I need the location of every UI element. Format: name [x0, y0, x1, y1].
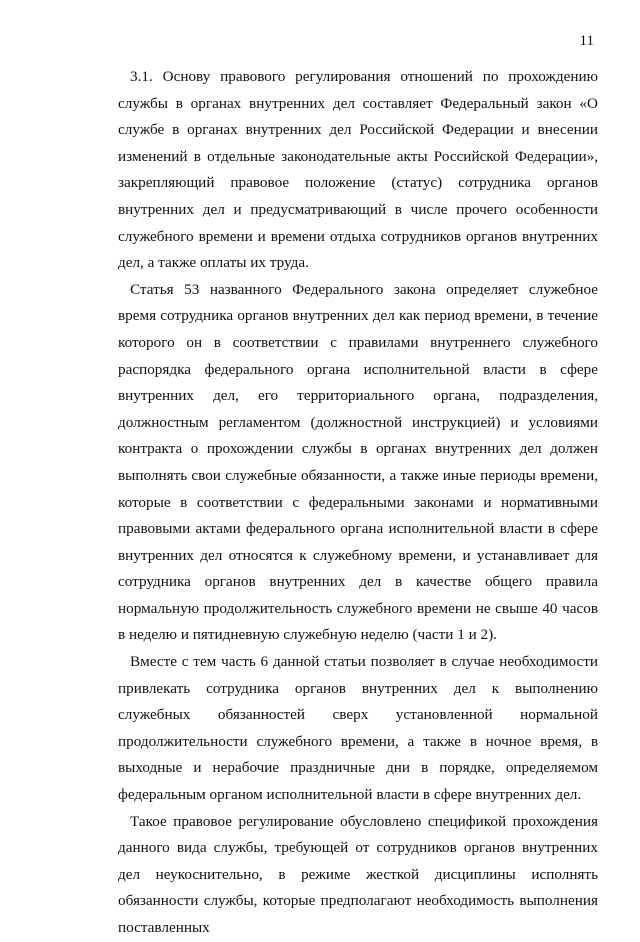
paragraph-4: Такое правовое регулирование обусловлено спецификой прохождения данного вида службы, требующей от сотрудников органов внутренних дел неукоснительно, в режиме жесткой дисциплины исполнять обязанности службы, которые предполагают необходимость выполнения поставленных	[118, 812, 598, 936]
paragraph-1: 3.1. Основу правового регулирования отношений по прохождению службы в органах внутренних дел составляет Федеральный закон «О службе в органах внутренних дел Российской Федерации и внесении изменений в отдельные законодательные акты Российской Федерации», закрепляющий правовое положение (статус) сотрудника органов внутренних дел и предусматривающий в числе прочего особенности служебного времени и времени отдыха сотрудников органов внутренних дел, а также оплаты их труда.	[118, 68, 598, 272]
document-body	[118, 64, 598, 942]
page-number: 11	[579, 33, 594, 49]
paragraph-2: Статья 53 названного Федерального закона определяет служебное время сотрудника органов внутренних дел как период времени, в течение которого он в соответствии с правилами внутреннего служебного распорядка федерального органа исполнительной власти в сфере внутренних дел, его территориального органа, подразделения, должностным регламентом (должностной инструкцией) и условиями контракта о прохождении службы в органах внутренних дел должен выполнять свои служебные обязанности, а также иные периоды времени, которые в соответствии с федеральными законами и нормативными правовыми актами федерального органа исполнительной власти в сфере внутренних дел относятся к служебному времени, и устанавливает для сотрудника органов внутренних дел в качестве общего правила нормальную продолжительность служебного времени не свыше 40 часов в неделю и пятидневную служебную неделю (части 1 и 2).	[118, 280, 598, 644]
paragraph-3: Вместе с тем часть 6 данной статьи позволяет в случае необходимости привлекать сотрудника органов внутренних дел к выполнению служебных обязанностей сверх установленной нормальной продолжительности служебного времени, а также в ночное время, в выходные и нерабочие праздничные дни в порядке, определяемом федеральным органом исполнительной власти в сфере внутренних дел.	[118, 653, 598, 804]
